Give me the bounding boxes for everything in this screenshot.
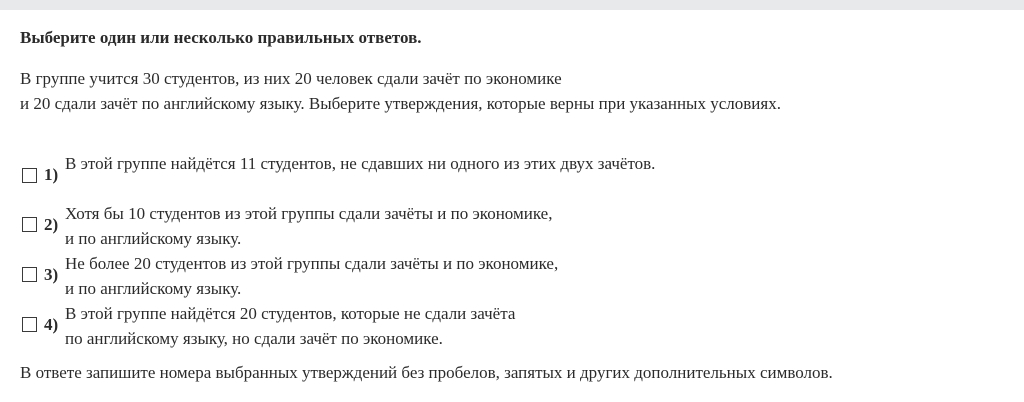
option-3-number: 3) [44,265,59,284]
answer-format-note: В ответе запишите номера выбранных утверждений без пробелов, запятых и других дополнительных символов. [20,363,833,382]
option-4-number: 4) [44,315,59,334]
option-line: Хотя бы 10 студентов из этой группы сдали зачёты и по экономике, [65,204,553,223]
option-4-text [65,301,515,351]
answer-option-3[interactable] [20,251,1000,301]
option-2-checkbox[interactable] [22,217,37,232]
problem-statement [20,66,781,116]
option-1-text [65,151,655,176]
option-3-text [65,251,558,301]
answer-option-1[interactable] [20,151,1000,201]
option-line: и по английскому языку. [65,229,242,248]
option-line: В этой группе найдётся 11 студентов, не сдавших ни одного из этих двух зачётов. [65,154,656,173]
option-line: Не более 20 студентов из этой группы сдали зачёты и по экономике, [65,254,559,273]
option-1-number: 1) [44,165,59,184]
option-line: и по английскому языку. [65,279,242,298]
answer-option-4[interactable] [20,301,1000,351]
top-bar [0,0,1024,10]
option-1-checkbox[interactable] [22,168,37,183]
task-instruction: Выберите один или несколько правильных ответов. [20,28,422,47]
option-3-checkbox[interactable] [22,267,37,282]
problem-line: и 20 сдали зачёт по английскому языку. Выберите утверждения, которые верны при указанных условиях. [20,94,781,113]
option-2-number: 2) [44,215,59,234]
option-4-checkbox[interactable] [22,317,37,332]
problem-line: В группе учится 30 студентов, из них 20 человек сдали зачёт по экономике [20,69,562,88]
option-line: по английскому языку, но сдали зачёт по экономике. [65,329,443,348]
option-2-text [65,201,552,251]
option-line: В этой группе найдётся 20 студентов, которые не сдали зачёта [65,304,516,323]
answer-option-2[interactable] [20,201,1000,251]
